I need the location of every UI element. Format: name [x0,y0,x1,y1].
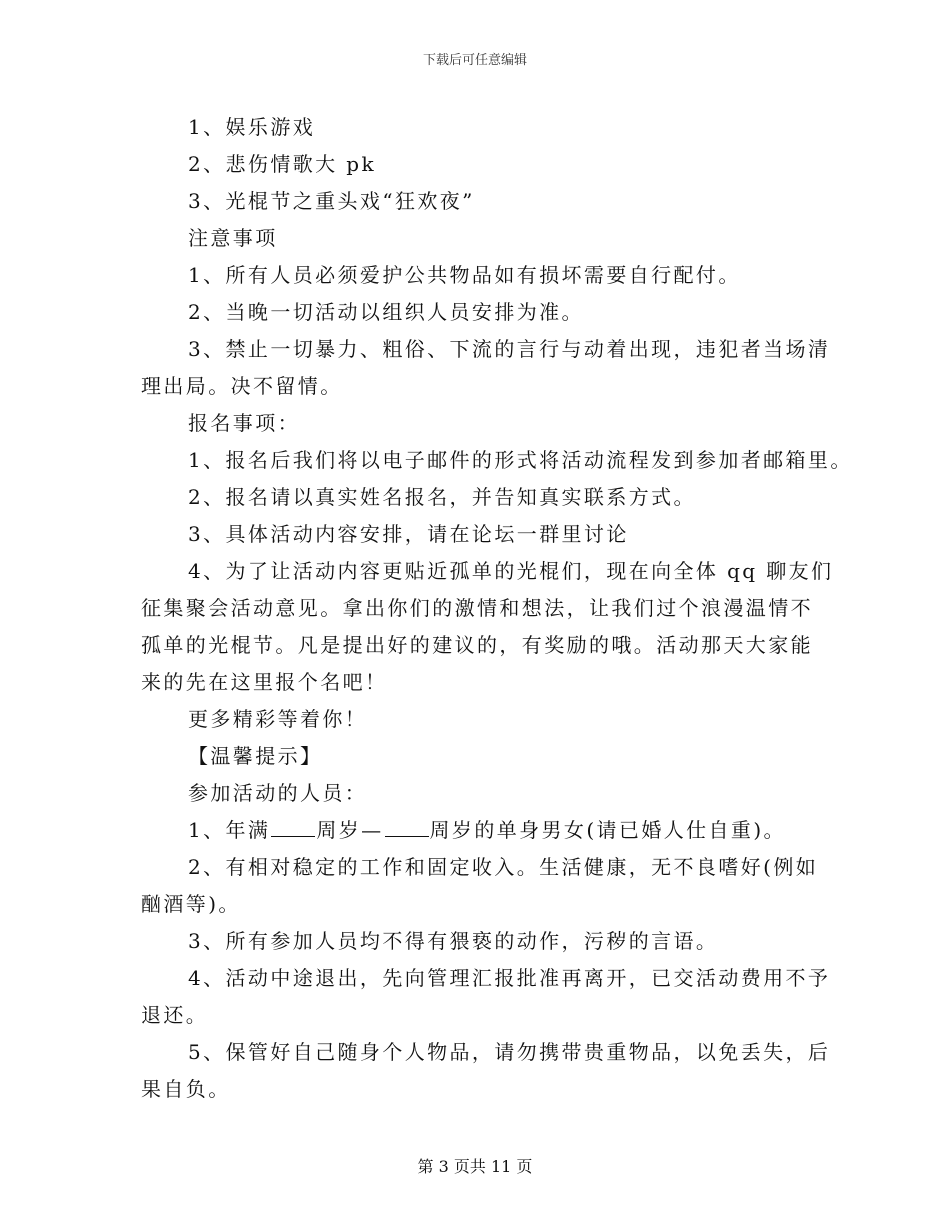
paragraph-line: 3、禁止一切暴力、粗俗、下流的言行与动着出现，违犯者当场清 [188,337,831,361]
paragraph-line: 酗酒等)。 [141,892,241,916]
section-heading: 参加活动的人员： [188,781,368,805]
page-header: 下载后可任意编辑 [422,53,527,68]
paragraph-line: 4、活动中途退出，先向管理汇报批准再离开，已交活动费用不予 [188,966,831,990]
paragraph-line: 2、报名请以真实姓名报名，并告知真实联系方式。 [188,485,696,509]
age-min-blank [271,818,315,837]
paragraph-line: 5、保管好自己随身个人物品，请勿携带贵重物品，以免丢失，后 [188,1040,831,1064]
paragraph-line: 理出局。决不留情。 [141,374,343,398]
paragraph-line: 3、所有参加人员均不得有猥亵的动作，污秽的言语。 [188,929,719,953]
paragraph-line: 果自负。 [141,1077,231,1101]
paragraph-line: 更多精彩等着你！ [188,707,368,731]
paragraph-line: 2、悲伤情歌大 pk [188,152,377,176]
paragraph-line: 退还。 [141,1003,209,1027]
page-footer: 第 3 页共 11 页 [417,1157,533,1176]
paragraph-line: 孤单的光棍节。凡是提出好的建议的，有奖励的哦。活动那天大家能 [141,633,813,657]
paragraph-line: 2、有相对稳定的工作和固定收入。生活健康，无不良嗜好(例如 [188,855,819,879]
paragraph-line: 来的先在这里报个名吧！ [141,670,388,694]
paragraph-line: 4、为了让活动内容更贴近孤单的光棍们，现在向全体 qq 聊友们 [188,559,834,583]
paragraph-line: 3、具体活动内容安排，请在论坛一群里讨论 [188,522,629,546]
paragraph-line: 2、当晚一切活动以组织人员安排为准。 [188,300,584,324]
paragraph-line: 3、光棍节之重头戏“狂欢夜” [188,189,475,213]
section-heading: 注意事项 [188,226,278,250]
age-line-suffix: 周岁的单身男女(请已婚人仕自重)。 [429,818,786,842]
age-requirement-line [188,813,786,847]
age-line-prefix: 1、年满 [188,818,271,842]
paragraph-line: 1、所有人员必须爱护公共物品如有损坏需要自行配付。 [188,263,741,287]
section-heading: 【温馨提示】 [188,744,323,768]
paragraph-line: 1、报名后我们将以电子邮件的形式将活动流程发到参加者邮箱里。 [188,448,853,472]
section-heading: 报名事项： [188,411,300,435]
age-max-blank [385,818,429,837]
age-line-middle: 周岁— [316,818,384,842]
paragraph-line: 征集聚会活动意见。拿出你们的激情和想法，让我们过个浪漫温情不 [141,596,813,620]
paragraph-line: 1、娱乐游戏 [188,115,316,139]
